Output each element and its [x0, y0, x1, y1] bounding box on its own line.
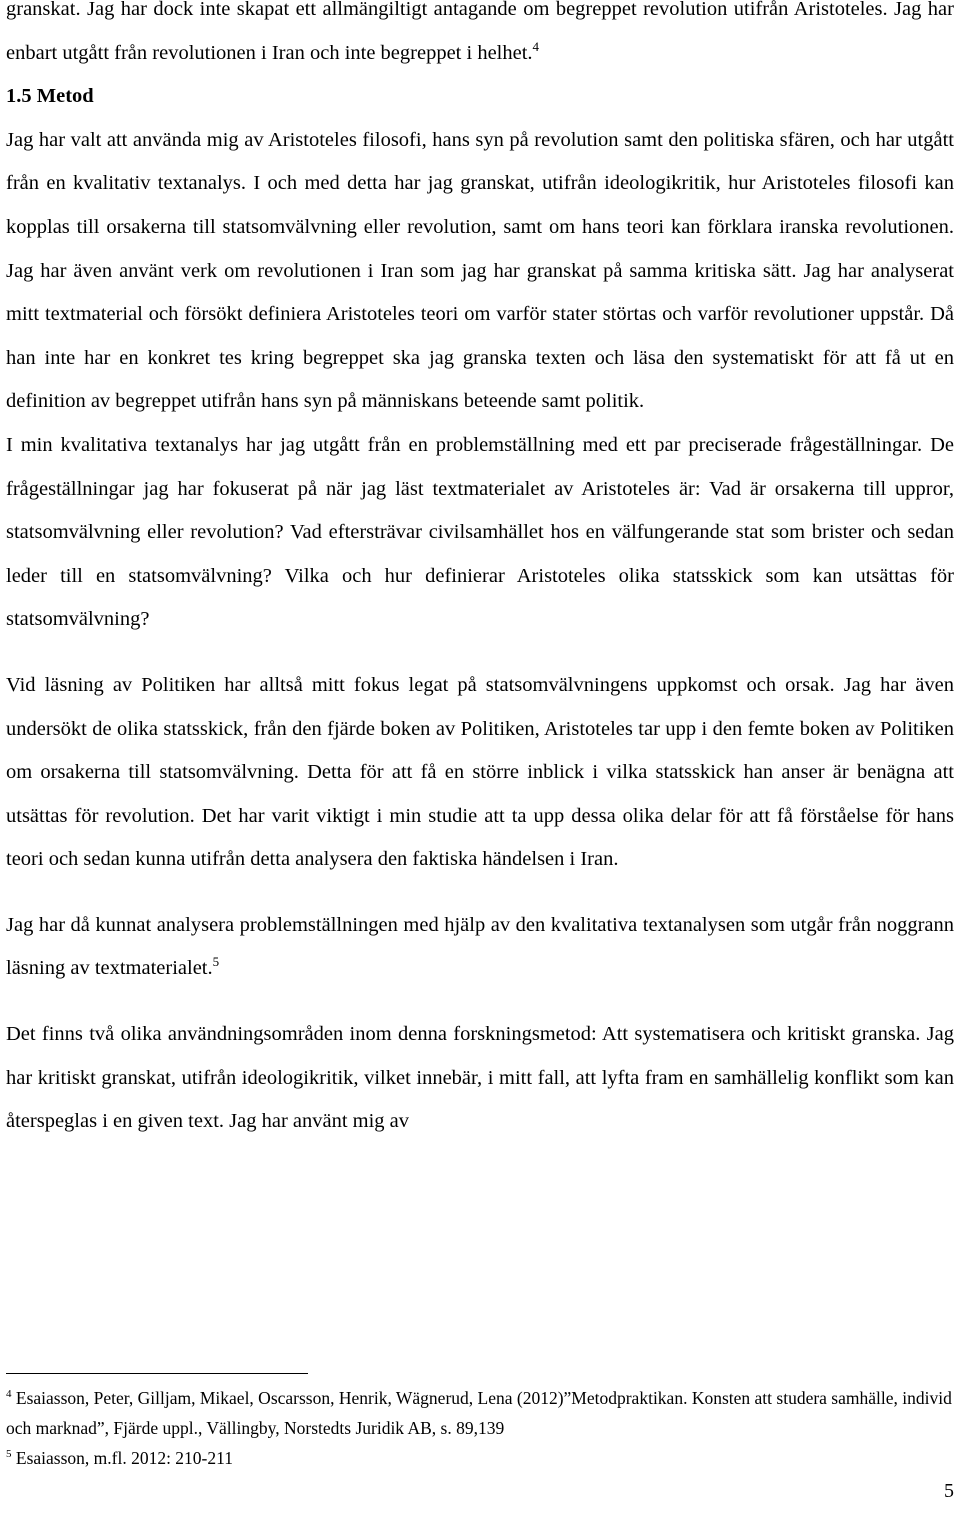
footnote-number: 5: [6, 1448, 12, 1461]
footnotes: [6, 1383, 954, 1473]
footnote-number: 4: [6, 1388, 12, 1401]
paragraph-text: Jag har då kunnat analysera problemställningen med hjälp av den kvalitativa textanalysen som utgår från noggrann läsning av textmaterialet.: [6, 913, 954, 980]
paragraph-method: Jag har valt att använda mig av Aristoteles filosofi, hans syn på revolution samt den politiska sfären, och har utgått från en kvalitativ textanalys. I och med detta har jag granskat, utifrån ideologikritik, hur Aristoteles filosofi kan kopplas till orsakerna till statsomvälvning eller revolution, samt om hans teori kan förklara iranska revolutionen. Jag har även använt verk om revolutionen i Iran som jag har granskat på samma kritiska sätt. Jag har analyserat mitt textmaterial och försökt definiera Aristoteles teori om varför stater störtas och varför revolutioner uppstår. Då han inte har en konkret tes kring begreppet ska jag granska texten och läsa den systematiskt för att få ut en definition av begreppet utifrån hans syn på människans beteende samt politik.: [6, 128, 954, 413]
paragraph-text: granskat. Jag har dock inte skapat ett allmängiltigt antagande om begreppet revolution utifrån Aristoteles. Jag har enbart utgått från revolutionen i Iran och inte begreppet i helhet.: [6, 0, 954, 64]
paragraph-intro: [6, 0, 954, 75]
footnote-separator: [6, 1373, 308, 1374]
page-number: 5: [944, 1480, 954, 1502]
footnote-text: Esaiasson, Peter, Gilljam, Mikael, Oscarsson, Henrik, Wägnerud, Lena (2012)”Metodpraktikan. Konsten att studera samhälle, individ och marknad”, Fjärde uppl., Vällingby, Norstedts Juridik AB, s. 89,139: [6, 1388, 952, 1438]
paragraph-questions: I min kvalitativa textanalys har jag utgått från en problemställning med ett par preciserade frågeställningar. De frågeställningar jag har fokuserat på när jag läst textmaterialet av Aristoteles är: Vad är orsakerna till uppror, statsomvälvning eller revolution? Vad eftersträvar civilsamhället hos en välfungerande stat som brister och sedan leder till en statsomvälvning? Vilka och hur definierar Aristoteles olika statsskick som kan utsättas för statsomvälvning?: [6, 433, 954, 631]
paragraph-politiken: Vid läsning av Politiken har alltså mitt fokus legat på statsomvälvningens uppkomst och orsak. Jag har även undersökt de olika statsskick, från den fjärde boken av Politiken, Aristoteles tar upp i den femte boken av Politiken om orsakerna till statsomvälvning. Detta för att få en större inblick i vilka statsskick han anser är benägna att utsättas för revolution. Det har varit viktigt i min studie att ta upp dessa olika delar för att få förståelse för hans teori och sedan kunna utifrån detta analysera den faktiska händelsen i Iran.: [6, 673, 954, 871]
document-page: [6, 0, 954, 1519]
paragraph-analysis: [6, 904, 954, 991]
footnote-4: [6, 1383, 954, 1443]
footnote-text: Esaiasson, m.fl. 2012: 210-211: [15, 1448, 233, 1468]
footnote-ref-4[interactable]: 4: [532, 38, 540, 54]
body-text: [6, 0, 954, 1144]
footnote-ref-5[interactable]: 5: [212, 954, 220, 970]
footnote-5: [6, 1443, 954, 1473]
section-heading: 1.5 Metod: [6, 85, 94, 108]
paragraph-usage-areas: Det finns två olika användningsområden inom denna forskningsmetod: Att systematisera och kritiskt granska. Jag har kritiskt granskat, utifrån ideologikritik, vilket innebär, i mitt fall, att lyfta fram en samhällelig konflikt som kan återspeglas i en given text. Jag har använt mig av: [6, 1023, 954, 1133]
